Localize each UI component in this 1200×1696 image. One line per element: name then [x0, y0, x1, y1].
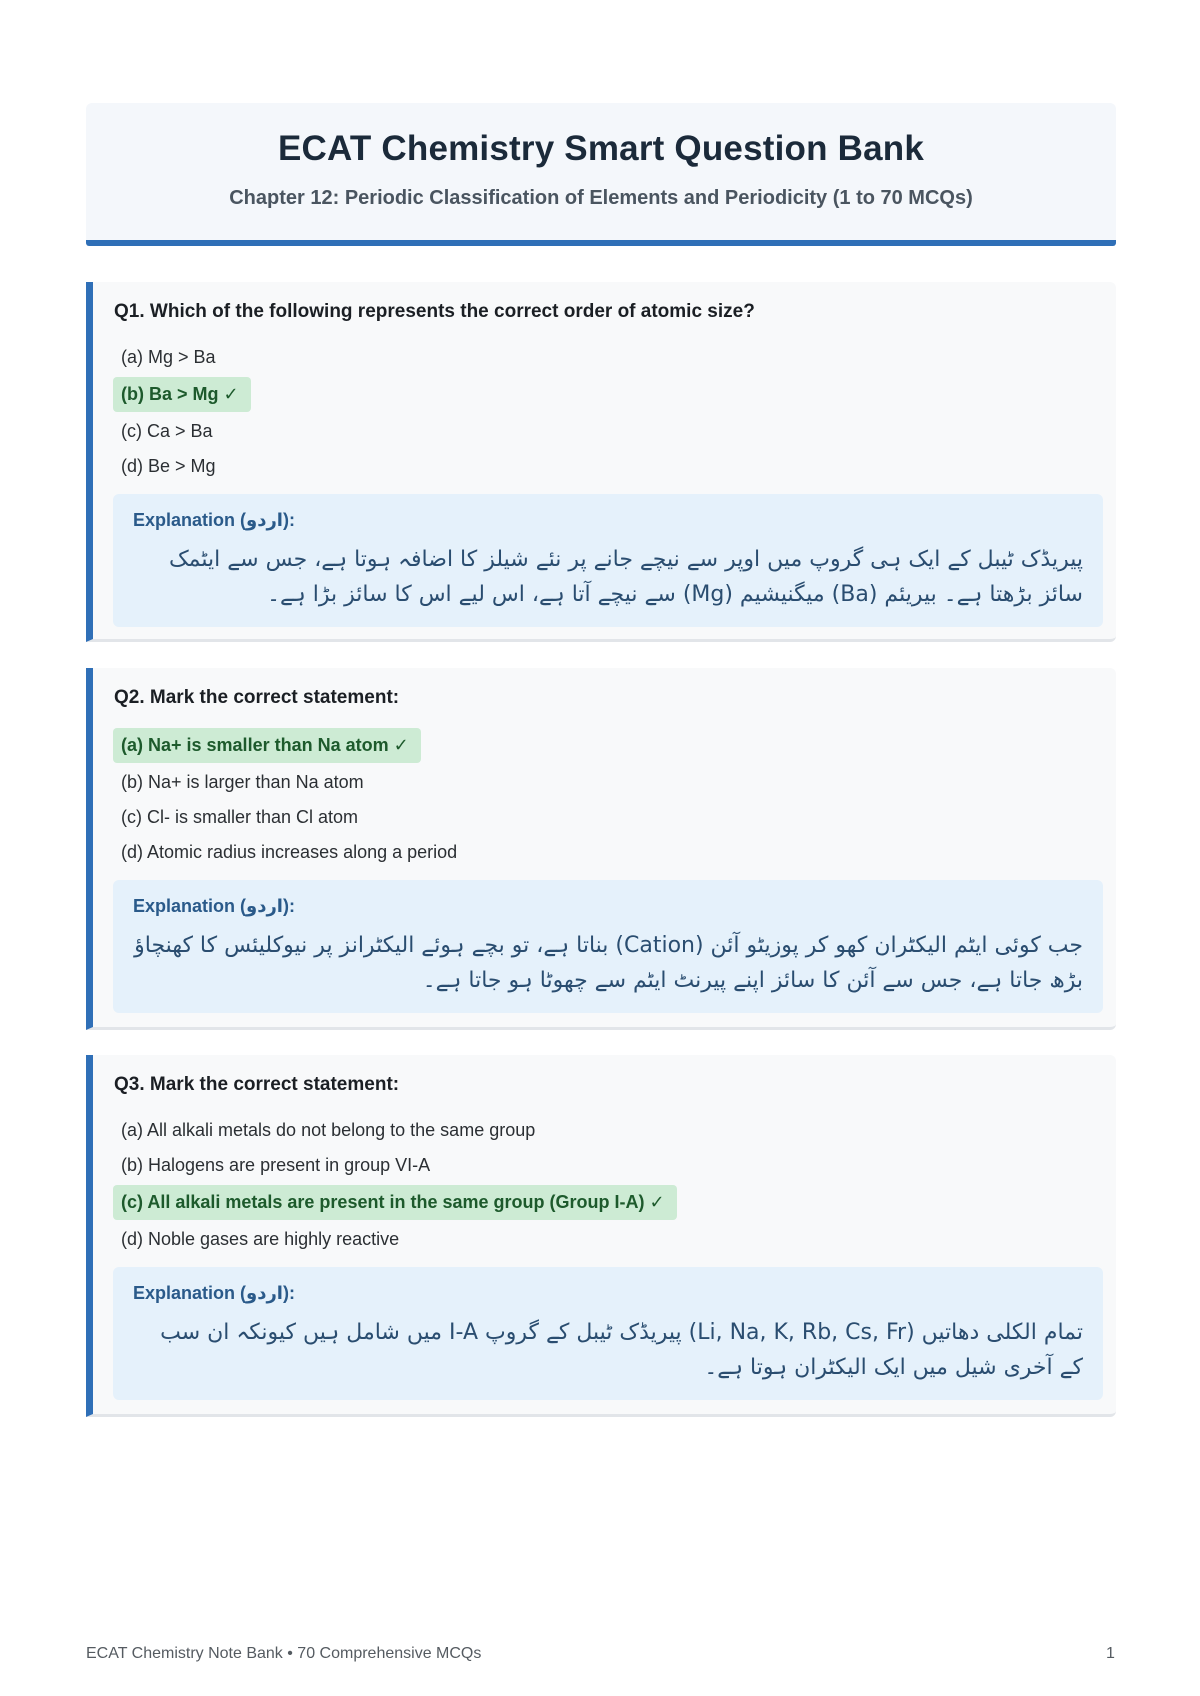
option-a: (a) All alkali metals do not belong to the same group — [121, 1120, 536, 1140]
option-c: (c) Cl- is smaller than Cl atom — [121, 807, 359, 827]
option-b: (b) Na+ is larger than Na atom — [121, 772, 364, 792]
question-title: Q2. Mark the correct statement: — [114, 687, 400, 708]
explanation-box — [113, 494, 1103, 627]
page-number: 1 — [1106, 1645, 1115, 1662]
question-title: Q1. Which of the following represents the correct order of atomic size? — [114, 301, 755, 322]
page-header — [86, 103, 1116, 246]
options-list — [121, 726, 465, 870]
option-c: (c) Ca > Ba — [121, 421, 213, 441]
question-card-q2 — [86, 668, 1116, 1030]
explanation-label: Explanation (اردو): — [133, 1283, 295, 1303]
explanation-box — [113, 880, 1103, 1013]
footer-text: ECAT Chemistry Note Bank • 70 Comprehensive MCQs — [86, 1645, 482, 1662]
explanation-box — [113, 1267, 1103, 1400]
option-d: (d) Be > Mg — [121, 456, 216, 476]
explanation-text: جب کوئی ایٹم الیکٹران کھو کر پوزیٹو آئن (Cation) بناتا ہے، تو بچے ہوئے الیکٹرانز پر نیوکلیئس کا کھنچاؤ بڑھ جاتا ہے، جس سے آئن کا سائز اپنے پیرنٹ ایٹم سے چھوٹا ہو جاتا ہے۔ — [134, 933, 1083, 993]
option-d: (d) Noble gases are highly reactive — [121, 1229, 400, 1249]
explanation-text: پیریڈک ٹیبل کے ایک ہی گروپ میں اوپر سے نیچے جانے پر نئے شیلز کا اضافہ ہوتا ہے، جس سے ایٹمک سائز بڑھتا ہے۔ بیریئم (Ba) میگنیشیم (Mg) سے نیچے آتا ہے، اس لیے اس کا سائز بڑا ہے۔ — [168, 547, 1083, 607]
options-list — [121, 340, 251, 484]
page-title: ECAT Chemistry Smart Question Bank — [277, 129, 924, 168]
options-list — [121, 1113, 677, 1257]
option-a: (a) Mg > Ba — [121, 347, 216, 367]
question-card-q1 — [86, 282, 1116, 642]
explanation-label: Explanation (اردو): — [133, 896, 295, 916]
option-d: (d) Atomic radius increases along a period — [121, 842, 458, 862]
question-title: Q3. Mark the correct statement: — [114, 1074, 400, 1095]
option-a-correct: (a) Na+ is smaller than Na atom ✓ — [113, 728, 421, 763]
question-card-q3 — [86, 1055, 1116, 1417]
option-c-correct: (c) All alkali metals are present in the same group (Group I-A) ✓ — [113, 1185, 677, 1220]
option-b-correct: (b) Ba > Mg ✓ — [113, 377, 251, 412]
explanation-label: Explanation (اردو): — [133, 510, 295, 530]
option-b: (b) Halogens are present in group VI-A — [121, 1155, 431, 1175]
chapter-subtitle: Chapter 12: Periodic Classification of Elements and Periodicity (1 to 70 MCQs) — [229, 187, 973, 209]
explanation-text: تمام الکلی دھاتیں (Li, Na, K, Rb, Cs, Fr) پیریڈک ٹیبل کے گروپ I-A میں شامل ہیں کیونکہ ان سب کے آخری شیل میں ایک الیکٹران ہوتا ہے۔ — [160, 1320, 1083, 1380]
